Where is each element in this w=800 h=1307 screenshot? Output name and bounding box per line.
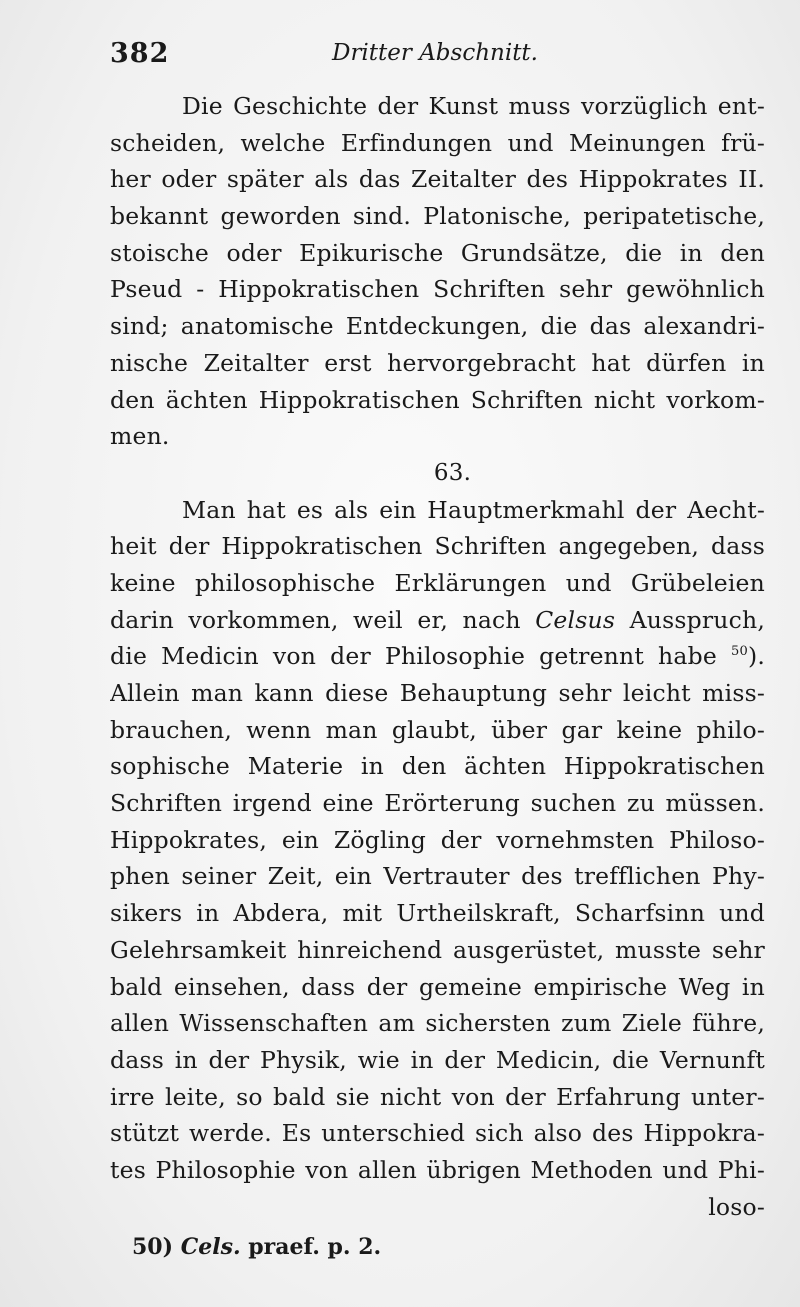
text-line: Hippokrates, ein Zögling der vornehmsten Philoso- <box>110 825 765 854</box>
text-line: Gelehrsamkeit hinreichend ausgerüstet, musste sehr <box>110 935 765 964</box>
text-line: Schriften irgend eine Erörterung suchen zu müssen. <box>110 789 765 818</box>
text-line: den ächten Hippokratischen Schriften nicht vorkom- <box>110 385 765 414</box>
text-line: nische Zeitalter erst hervorgebracht hat dürfen in <box>110 348 765 377</box>
text-line: phen seiner Zeit, ein Vertrauter des trefflichen Phy- <box>110 862 765 891</box>
footnote-reference[interactable]: 50 <box>731 644 748 660</box>
text-line: her oder später als das Zeitalter des Hippokrates II. <box>110 165 765 194</box>
text-line: allen Wissenschaften am sichersten zum Ziele führe, <box>110 1009 765 1038</box>
page-number: 382 <box>110 38 170 69</box>
catchword: loso- <box>708 1192 765 1221</box>
text-line: sophische Materie in den ächten Hippokratischen <box>110 752 765 781</box>
text-line: Pseud - Hippokratischen Schriften sehr gewöhnlich <box>110 275 765 304</box>
running-title: Dritter Abschnitt. <box>332 40 538 66</box>
page-header <box>110 38 770 74</box>
text-line: men. <box>110 422 170 451</box>
text-line: Allein man kann diese Behauptung sehr leicht miss- <box>110 679 765 707</box>
text-line: Die Geschichte der Kunst muss vorzüglich ent- <box>182 92 765 120</box>
text-line: stützt werde. Es unterschied sich also des Hippokra- <box>110 1119 765 1148</box>
text-fragment: ). <box>747 642 765 671</box>
footnote <box>132 1234 381 1260</box>
text-line <box>110 602 765 639</box>
text-line: sikers in Abdera, mit Urtheilskraft, Scharfsinn und <box>110 899 765 928</box>
main-text <box>110 88 765 1225</box>
text-line: irre leite, so bald sie nicht von der Erfahrung unter- <box>110 1082 765 1111</box>
text-line: bald einsehen, dass der gemeine empirische Weg in <box>110 972 765 1001</box>
paragraph-2 <box>110 492 765 1226</box>
text-fragment: Ausspruch, <box>629 605 765 634</box>
text-line: keine philosophische Erklärungen und Grübeleien <box>110 568 765 597</box>
paragraph-1 <box>110 88 765 455</box>
text-fragment: die Medicin von der Philosophie getrennt habe <box>110 642 717 671</box>
text-line: heit der Hippokratischen Schriften angegeben, dass <box>110 532 765 561</box>
text-line: scheiden, welche Erfindungen und Meinungen frü- <box>110 128 765 157</box>
text-line: dass in der Physik, wie in der Medicin, die Vernunft <box>110 1045 765 1074</box>
text-line: brauchen, wenn man glaubt, über gar keine philo- <box>110 715 765 744</box>
footnote-text: praef. p. 2. <box>248 1234 382 1260</box>
section-number: 63. <box>433 459 472 486</box>
footnote-marker: 50) <box>132 1234 174 1260</box>
author-citation: Celsus <box>535 605 616 634</box>
text-line: bekannt geworden sind. Platonische, peripatetische, <box>110 202 765 231</box>
text-line: stoische oder Epikurische Grundsätze, die in den <box>110 238 765 267</box>
text-line <box>110 638 765 675</box>
text-fragment: darin vorkommen, weil er, nach <box>110 605 521 634</box>
text-line: Man hat es als ein Hauptmerkmahl der Aecht- <box>182 495 765 524</box>
text-line: tes Philosophie von allen übrigen Methoden und Phi- <box>110 1155 765 1184</box>
text-line: sind; anatomische Entdeckungen, die das alexandri- <box>110 312 765 341</box>
footnote-source: Cels. <box>180 1234 241 1260</box>
